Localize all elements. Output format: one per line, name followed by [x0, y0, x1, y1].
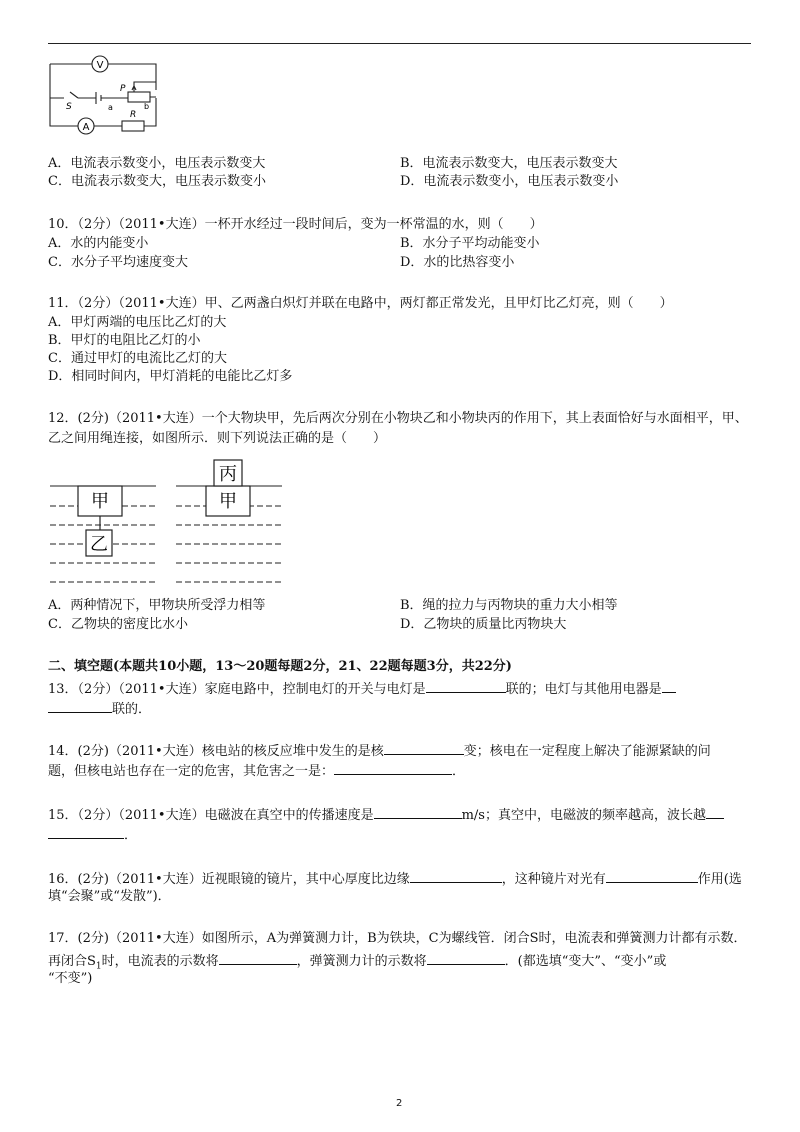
slider-label-p: P: [120, 84, 126, 94]
q10-stem: 10．（2分）（2011•大连）一杯开水经过一段时间后，变为一杯常温的水，则（ ）: [48, 217, 543, 232]
answer-blank[interactable]: [606, 869, 698, 883]
q10-option-d: D．水的比热容变小: [400, 255, 515, 270]
q15-text-1: 15．（2分）（2011•大连）电磁波在真空中的传播速度是: [48, 808, 374, 823]
q12-stem-line1: 12．(2分)（2011•大连）一个大物块甲，先后两次分别在小物块乙和小物块丙的作用下，其上表面恰好与水面相平，甲、: [48, 411, 748, 426]
answer-blank[interactable]: [427, 951, 505, 965]
switch-label-s: S: [66, 102, 72, 112]
terminal-label-b: b: [144, 102, 150, 111]
q11-option-a: A．甲灯两端的电压比乙灯的大: [48, 315, 227, 330]
section-header-fill-in: 二、填空题(本题共10小题，13～20题每题2分，21、22题每题3分，共22分): [48, 659, 512, 674]
q9-option-b: B．电流表示数变大，电压表示数变大: [400, 156, 618, 171]
block-jia-label-right: 甲: [219, 491, 237, 512]
q9-option-c: C．电流表示数变大，电压表示数变小: [48, 174, 266, 189]
q15-line2: [48, 825, 137, 844]
q17-text-1: 再闭合S: [48, 954, 96, 969]
q14-line1: [48, 741, 711, 760]
q13-text-3: 联的．: [112, 702, 152, 717]
answer-blank[interactable]: [48, 825, 124, 839]
q16-text-3: 作用(选: [697, 872, 742, 887]
q16-text-1: 16．(2分)（2011•大连）近视眼镜的镜片，其中心厚度比边缘: [48, 872, 410, 887]
q13-line1: [48, 679, 676, 698]
block-yi-label: 乙: [90, 534, 108, 555]
q12-option-b: B．绳的拉力与丙物块的重力大小相等: [400, 598, 618, 613]
ammeter-label: A: [82, 122, 90, 133]
block-jia-label-left: 甲: [91, 491, 109, 512]
answer-blank[interactable]: [384, 741, 464, 755]
q12-option-a: A．两种情况下，甲物块所受浮力相等: [48, 598, 266, 613]
q15-text-2: m/s；真空中，电磁波的频率越高，波长越: [461, 808, 706, 823]
q17-text-3: ，弹簧测力计的示数将: [296, 954, 427, 969]
q10-option-c: C．水分子平均速度变大: [48, 255, 188, 270]
header-rule: [48, 43, 751, 44]
answer-blank[interactable]: [374, 805, 462, 819]
q11-option-b: B．甲灯的电阻比乙灯的小: [48, 333, 201, 348]
q17-subscript: 1: [95, 961, 102, 972]
answer-blank[interactable]: [219, 951, 297, 965]
q16-text-2: ，这种镜片对光有: [501, 872, 606, 887]
q14-text-3: 题，但核电站也存在一定的危害，其危害之一是：: [48, 764, 335, 779]
answer-blank[interactable]: [426, 679, 506, 693]
q11-option-c: C．通过甲灯的电流比乙灯的大: [48, 351, 227, 366]
q9-option-a: A．电流表示数变小，电压表示数变大: [48, 156, 266, 171]
q12-option-c: C．乙物块的密度比水小: [48, 617, 188, 632]
q13-text-1: 13．（2分）（2011•大连）家庭电路中，控制电灯的开关与电灯是: [48, 682, 426, 697]
answer-blank[interactable]: [410, 869, 502, 883]
q12-option-d: D．乙物块的质量比丙物块大: [400, 617, 567, 632]
q13-line2: [48, 699, 151, 718]
answer-blank[interactable]: [334, 761, 452, 775]
q12-stem-line2: 乙之间用绳连接，如图所示．则下列说法正确的是（ ）: [48, 431, 387, 446]
q17-text-4: ．(都选填“变大”、“变小”或: [504, 954, 667, 969]
circuit-diagram: [44, 54, 164, 136]
terminal-label-a: a: [108, 103, 113, 112]
q15-text-3: ．: [124, 828, 138, 843]
q13-text-2: 联的；电灯与其他用电器是: [505, 682, 662, 697]
q14-text-1: 14．(2分)（2011•大连）核电站的核反应堆中发生的是核: [48, 744, 384, 759]
q9-option-d: D．电流表示数变小，电压表示数变小: [400, 174, 619, 189]
q14-line2: [48, 761, 465, 780]
answer-blank[interactable]: [706, 805, 724, 819]
block-bing-label: 丙: [219, 464, 237, 485]
q16-line2: 填“会聚”或“发散”)．: [48, 889, 171, 904]
q14-text-2: 变；核电在一定程度上解决了能源紧缺的问: [463, 744, 711, 759]
q14-text-4: ．: [452, 764, 466, 779]
q17-line1: 17．(2分)（2011•大连）如图所示，A为弹簧测力计，B为铁块，C为螺线管．闭合S时，电流表和弹簧测力计都有示数．: [48, 931, 747, 946]
page-number: 2: [396, 1098, 403, 1109]
q11-option-d: D．相同时间内，甲灯消耗的电能比乙灯多: [48, 369, 293, 384]
voltmeter-label: V: [96, 60, 104, 71]
resistor-label-r: R: [130, 110, 137, 120]
answer-blank[interactable]: [48, 699, 112, 713]
q15-line1: [48, 805, 724, 824]
q10-option-b: B．水分子平均动能变小: [400, 236, 540, 251]
answer-blank[interactable]: [662, 679, 676, 693]
q11-stem: 11．（2分）（2011•大连）甲、乙两盏白炽灯并联在电路中，两灯都正常发光，且甲灯比乙灯亮，则（ ）: [48, 296, 673, 311]
q10-option-a: A．水的内能变小: [48, 236, 149, 251]
q17-line3: “不变”): [48, 971, 93, 986]
buoyancy-figure: [46, 456, 286, 592]
q16-line1: [48, 869, 742, 888]
q17-line2: [48, 951, 666, 975]
q17-text-2: 时，电流表的示数将: [101, 954, 219, 969]
